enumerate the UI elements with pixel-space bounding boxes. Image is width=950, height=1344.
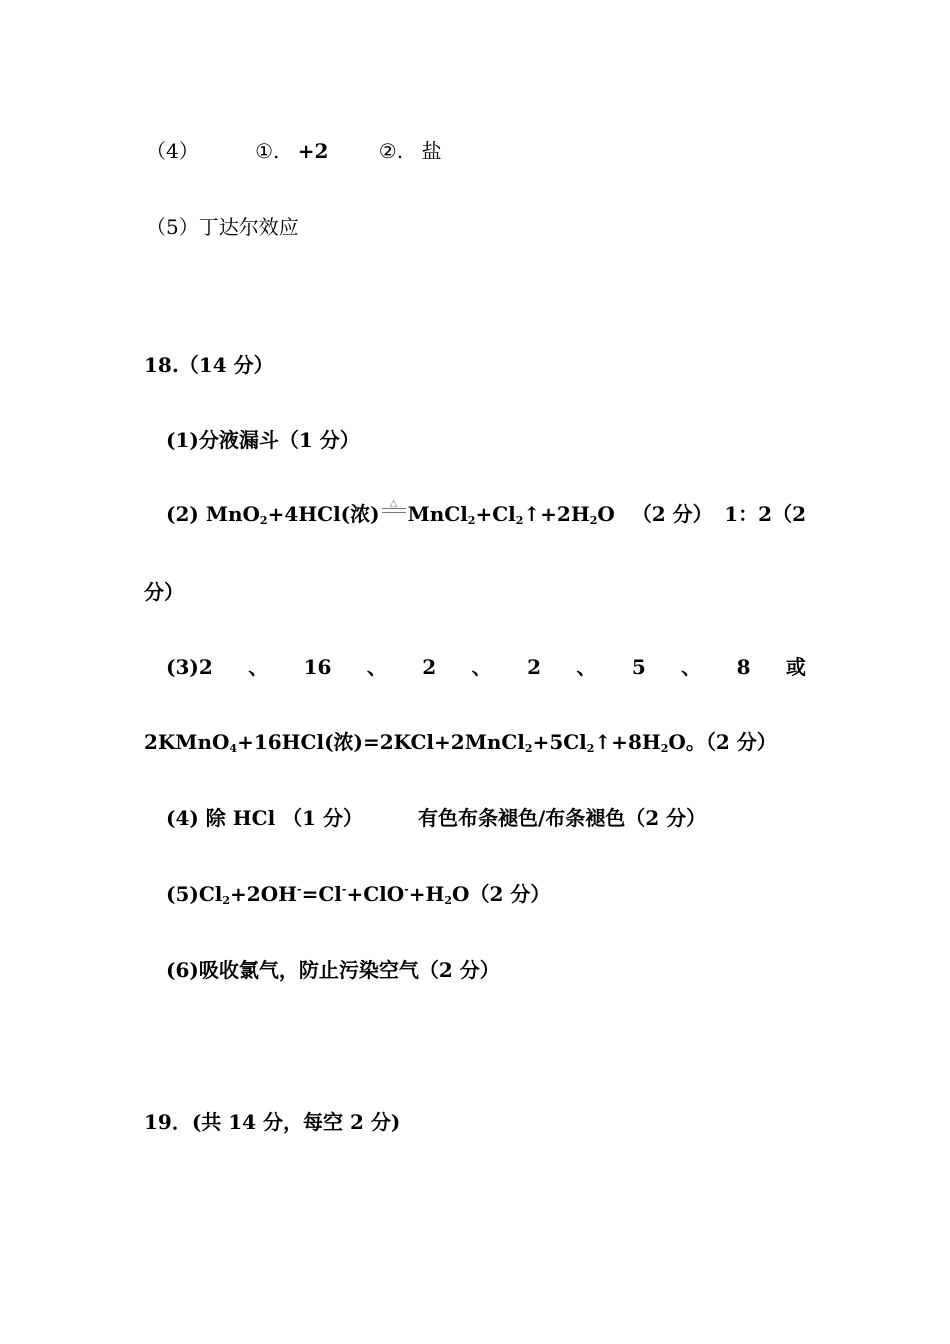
coefficient: (3)2	[166, 655, 213, 679]
item-number: （4）	[146, 139, 199, 163]
q18-part-2-wrap: 分）	[144, 580, 184, 604]
q19-header: 19．(共 14 分，每空 2 分)	[144, 1110, 401, 1134]
heating-equals-icon: △	[382, 503, 406, 521]
answer-value: 盐	[421, 139, 442, 163]
separator: 、	[248, 655, 269, 679]
answer-left: (4) 除 HCl （1 分）	[166, 806, 364, 830]
part-label: (2)	[166, 502, 206, 526]
equation-products: $MnCl_2+Cl_2↑+2H_2O$	[407, 502, 615, 527]
q18-part-3-coefficients	[166, 654, 806, 680]
coefficient: 2	[527, 655, 541, 679]
coefficient: 8	[736, 655, 751, 679]
ionic-equation: $Cl_2+2OH^-=Cl^-+ClO^-+H_2O$	[198, 882, 470, 907]
q18-header: 18.（14 分）	[144, 353, 274, 377]
score: 。（2 分）	[685, 730, 777, 754]
ratio-answer: 1：2（2	[724, 502, 806, 526]
answer-right: 有色布条褪色/布条褪色（2 分）	[418, 806, 707, 830]
separator: 、	[681, 655, 702, 679]
coefficient: 16	[303, 655, 332, 679]
separator: 、	[471, 655, 492, 679]
q18-part-3-equation	[144, 729, 777, 755]
part-label: (5)	[166, 882, 199, 906]
score: （2 分）	[631, 502, 713, 526]
equation: 2KMnO$_4$+16HCl(浓)$=2KCl+2MnCl_2+5Cl_2↑+8H_2O$	[144, 730, 686, 755]
answer-value: +2	[297, 139, 329, 163]
option-marker: ②.	[378, 139, 404, 163]
conjunction: 或	[785, 655, 806, 679]
q18-part-5	[166, 881, 550, 907]
option-marker: ①.	[255, 139, 280, 163]
equation-reactants: MnO$_2$+4HCl(浓)	[205, 502, 380, 527]
q18-part-2	[166, 498, 806, 527]
score: （2 分）	[469, 882, 551, 906]
separator: 、	[576, 655, 597, 679]
coefficient: 5	[631, 655, 646, 679]
coefficient: 2	[422, 655, 437, 679]
q18-part-1: (1)分液漏斗（1 分）	[166, 428, 360, 452]
separator: 、	[366, 655, 387, 679]
q18-part-6: (6)吸收氯气，防止污染空气（2 分）	[166, 958, 500, 982]
q17-line-4	[146, 138, 441, 164]
q17-line-5: （5）丁达尔效应	[146, 215, 299, 239]
q18-part-4	[166, 805, 706, 831]
